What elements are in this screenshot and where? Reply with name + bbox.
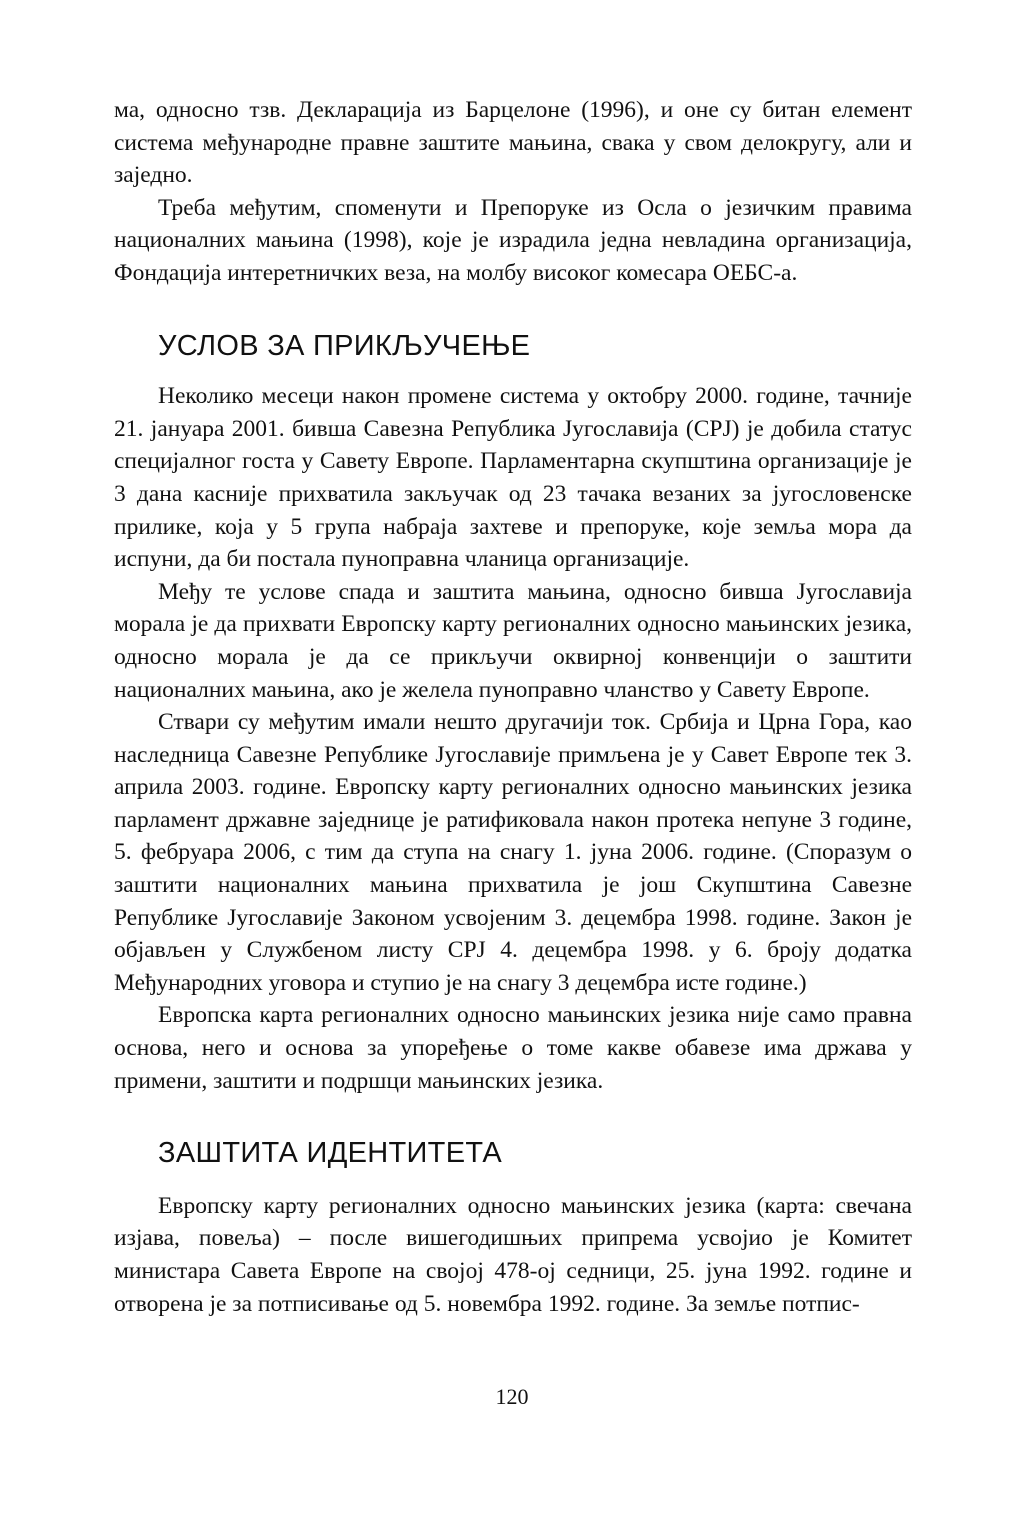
paragraph-minority-protection: Међу те услове спада и заштита мањина, односно бивша Југославија морала је да прихвати Европску карту регионалних односно мањинских језика, односно морала је да се прикључи оквирној конвенцији о заштити националних мањина, ако је желела пуноправно чланство у Савету Европе.	[114, 578, 912, 703]
paragraph-charter-adoption: Европску карту регионалних односно мањинских језика (карта: свечана изјава, повеља) – после вишегодишњих припрема усвојио је Комитет министара Савета Европе на својој 478-ој седници, 25. јуна 1992. године и отворена је за потписивање од 5. новембра 1992. године. За земље потпис-	[114, 1192, 912, 1317]
paragraph-continuation: ма, односно тзв. Декларација из Барцелоне (1996), и оне су битан елемент система међународне правне заштите мањина, свака у свом делокругу, али и заједно.	[114, 97, 912, 189]
page-number: 120	[495, 1384, 529, 1409]
paragraph-charter-basis: Европска карта регионалних односно мањинских језика није само правна основа, него и основа за упоређење о томе какве обавезе има држава у примени, заштити и подршци мањинских језика.	[114, 1002, 912, 1094]
paragraph-oslo-recommendations: Треба међутим, споменути и Препоруке из Осла о језичким правима националних мањина (1998), које је израдила једна невладина организација, Фондација интеретничких веза, на молбу високог комесара ОЕБС-а.	[114, 194, 912, 286]
section-heading-identity-protection: ЗАШТИТА ИДЕНТИТЕТА	[158, 1137, 503, 1170]
paragraph-ratification: Ствари су међутим имали нешто другачији ток. Србија и Црна Гора, као наследница Савезне Републике Југославије примљена је у Савет Европе тек 3. априла 2003. године. Европску карту регионалних односно мањинских језика парламент државне заједнице је ратификовала након протека непуне 3 године, 5. фебруара 2006, с тим да ступа на снагу 1. јуна 2006. године. (Споразум о заштити националних мањина прихватила је још Скупштина Савезне Републике Југославије Законом усвојеним 3. децембра 1998. године. Закон је објављен у Службеном листу СРЈ 4. децембра 1998. у 6. броју додатка Међународних уговора и ступио је на снагу 3 децембра исте године.)	[114, 709, 912, 996]
section-heading-accession-condition: УСЛОВ ЗА ПРИКЉУЧЕЊЕ	[158, 329, 531, 362]
document-page	[114, 94, 912, 1320]
paragraph-special-guest-status: Неколико месеци након промене система у октобру 2000. године, тачније 21. јануара 2001. бивша Савезна Република Југославија (СРЈ) је добила статус специјалног госта у Савету Европе. Парламентарна скупштина организације је 3 дана касније прихватила закључак од 23 тачака везаних за југословенске прилике, која у 5 група набраја захтеве и препоруке, које земља мора да испуни, да би постала пуноправна чланица организације.	[114, 383, 912, 573]
